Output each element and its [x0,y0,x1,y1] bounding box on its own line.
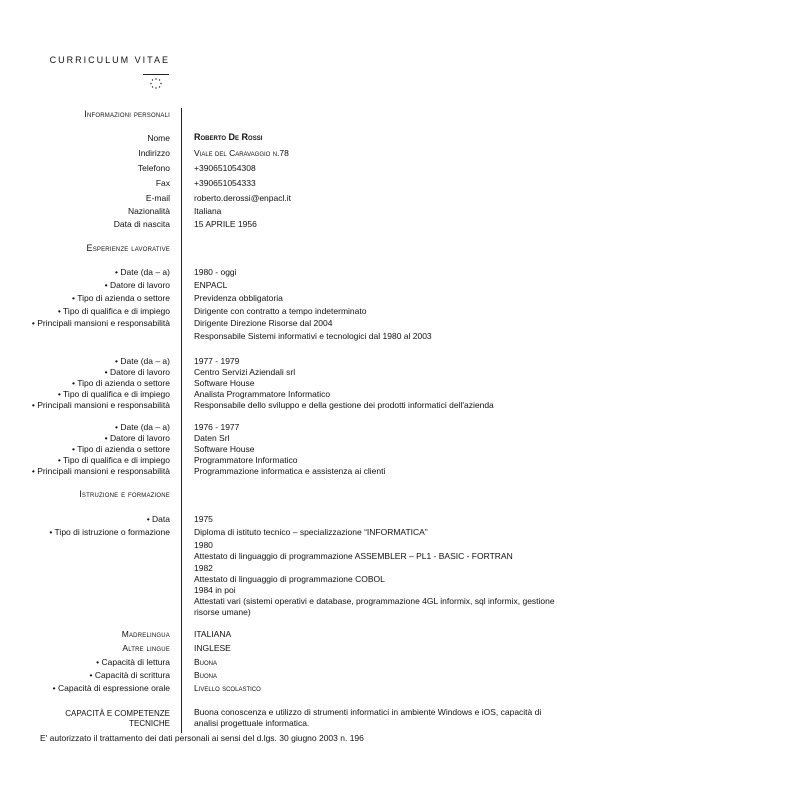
email-value[interactable]: roberto.derossi@enpacl.it [194,193,291,203]
job-dates: 1977 - 1979 [194,356,240,366]
section-work: Esperienze lavorative [86,243,170,253]
cv-title: CURRICULUM VITAE [49,55,170,65]
job-role-label: • Tipo di qualifica e di impiego [57,389,170,399]
job-sector: Software House [194,378,255,388]
edu-line: 1984 in poi [194,585,236,595]
reading-value: Buona [194,657,218,667]
job-employer: Daten Srl [194,433,230,443]
job-duties: Dirigente Direzione Risorse dal 2004 [194,318,333,328]
privacy-footer: E' autorizzato il trattamento dei dati personali ai sensi del d.lgs. 30 giugno 2003 n. 196 [40,733,364,743]
job-role: Analista Programmatore Informatico [194,389,331,399]
job-employer: Centro Servizi Aziendali srl [194,367,296,377]
job-duties-extra: Responsabile Sistemi informativi e tecnologici dal 1980 al 2003 [194,331,432,341]
edu-line: risorse umane) [194,607,251,617]
edu-line: 1982 [194,563,213,573]
email-label: E-mail [145,193,170,203]
job-sector: Software House [194,444,255,454]
job-employer-label: • Datore di lavoro [104,433,170,443]
speaking-label: • Capacità di espressione orale [52,683,170,693]
job-sector-label: • Tipo di azienda o settore [72,293,170,303]
skills-label: CAPACITÀ E COMPETENZE [65,709,170,718]
edu-line: Attestato di linguaggio di programmazione COBOL [194,574,385,584]
job-sector-label: • Tipo di azienda o settore [72,444,170,454]
speaking-value: Livello scolastico [194,683,261,693]
edu-type-label: • Tipo di istruzione o formazione [49,527,170,537]
job-duties-label: • Principali mansioni e responsabilità [31,400,170,410]
job-duties-label: • Principali mansioni e responsabilità [31,466,170,476]
writing-label: • Capacità di scrittura [89,670,170,680]
writing-value: Buona [194,670,218,680]
job-sector-label: • Tipo di azienda o settore [72,378,170,388]
eu-flag-icon [143,74,169,92]
nationality-label: Nazionalità [127,206,170,216]
section-personal: Informazioni personali [84,109,170,119]
job-role: Programmatore Informatico [194,455,298,465]
mother-tongue-label: Madrelingua [121,629,170,639]
job-dates-label: • Date (da – a) [115,267,170,277]
job-dates-label: • Date (da – a) [115,422,170,432]
edu-line: Diploma di istituto tecnico – specializzazione “INFORMATICA” [194,527,428,537]
fax-value: +390651054333 [194,178,256,188]
reading-label: • Capacità di lettura [96,657,170,667]
skills-line: Buona conoscenza e utilizzo di strumenti informatici in ambiente Windows e iOS, capacità di [194,707,542,717]
edu-date-label: • Data [146,514,170,524]
other-languages-label: Altre lingue [122,643,170,653]
address-label: Indirizzo [138,148,170,158]
edu-date: 1975 [194,514,213,524]
job-employer-label: • Datore di lavoro [104,367,170,377]
skills-line: analisi progettuale informatica. [194,718,310,728]
job-role-label: • Tipo di qualifica e di impiego [57,455,170,465]
birth-label: Data di nascita [113,219,170,229]
name-value: Roberto De Rossi [194,132,263,142]
other-languages-value: INGLESE [194,643,231,653]
edu-line: Attestati vari (sistemi operativi e database, programmazione 4GL informix, sql informix, gestione [194,596,555,606]
nationality-value: Italiana [194,206,222,216]
fax-label: Fax [155,178,170,188]
birth-value: 15 APRILE 1956 [194,219,257,229]
job-dates: 1976 - 1977 [194,422,240,432]
section-education: Istruzione e formazione [79,489,170,499]
job-dates-label: • Date (da – a) [115,356,170,366]
job-duties: Programmazione informatica e assistenza ai clienti [194,466,386,476]
job-role: Dirigente con contratto a tempo indeterminato [194,306,367,316]
job-duties-label: • Principali mansioni e responsabilità [31,318,170,328]
mother-tongue-value: ITALIANA [194,629,232,639]
phone-value: +390651054308 [194,163,256,173]
job-role-label: • Tipo di qualifica e di impiego [57,306,170,316]
edu-line: Attestato di linguaggio di programmazione ASSEMBLER – PL1 - BASIC - FORTRAN [194,551,513,561]
vertical-divider [181,108,182,733]
skills-label-cont: TECNICHE [129,719,170,728]
phone-label: Telefono [137,163,170,173]
job-employer-label: • Datore di lavoro [104,280,170,290]
job-duties: Responsabile dello sviluppo e della gestione dei prodotti informatici dell'azienda [194,400,494,410]
job-dates: 1980 - oggi [194,267,237,277]
job-employer: ENPACL [194,280,228,290]
name-label: Nome [147,133,170,143]
address-value: Viale del Caravaggio n.78 [194,148,289,158]
edu-line: 1980 [194,540,213,550]
job-sector: Previdenza obbligatoria [194,293,283,303]
